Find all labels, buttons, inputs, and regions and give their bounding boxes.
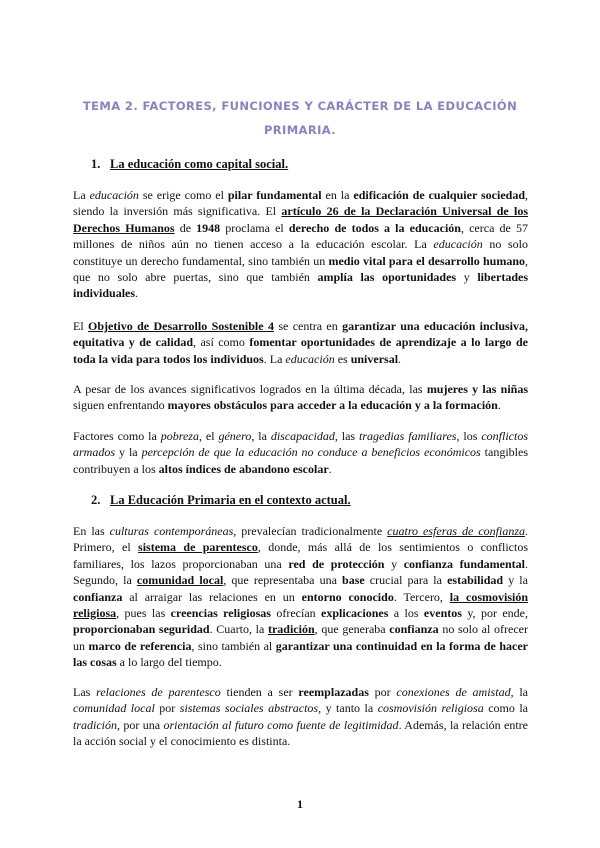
text-run: amplía las oportunidades (317, 270, 457, 285)
text-run: cosmovisión religiosa (377, 701, 484, 716)
text-run: confianza fundamental (403, 556, 525, 571)
page-number: 1 (297, 797, 303, 811)
text-run: tradición (267, 622, 315, 637)
text-run: fomentar oportunidades de aprendizaje a lo largo de toda la vida para todos los individuos (73, 335, 528, 366)
text-run: género (218, 429, 252, 443)
text-run: libertades individuales (73, 270, 529, 301)
text-run: pobreza (160, 429, 199, 443)
text-run: discapacidad (270, 429, 335, 443)
paragraph: Factores como la pobreza, el género, la discapacidad, las tragedias familiares, los conflictos armados y la percepción de que la educación no conduce a beneficios económicos tangibles contribuyen a los altos índices de abandono escolar. (73, 429, 528, 476)
section-heading-1 (91, 156, 288, 172)
text-run: universal (350, 351, 399, 366)
text-run: percepción de que la educación no conduce a beneficios económicos (141, 445, 481, 460)
text-run: proporcionaban seguridad (73, 622, 210, 637)
text-run: culturas contemporáneas (109, 524, 234, 538)
section-number: 2. (91, 493, 101, 507)
text-run: creencias religiosas (170, 606, 271, 621)
text-run: educación (433, 237, 483, 252)
text-run: conexiones de amistad (396, 685, 511, 699)
text-run: red de protección (288, 556, 385, 571)
text-run: base (342, 573, 365, 588)
text-run: marco de referencia (88, 638, 192, 653)
text-run: relaciones de parentesco (96, 685, 221, 699)
text-run: conflictos armados (73, 429, 528, 460)
text-run: confianza (73, 589, 123, 604)
text-run: tragedias familiares (359, 429, 457, 443)
text-run: confianza (389, 622, 439, 637)
text-run: la cosmovisión religiosa (73, 589, 528, 621)
text-run: 1948 (196, 220, 221, 235)
text-run: sistema de parentesco (138, 540, 258, 555)
text-run: medio vital para el desarrollo humano (328, 253, 526, 268)
text-run: eventos (423, 606, 462, 621)
section-title: La educación como capital social. (110, 157, 289, 171)
text-run: edificación de cualquier sociedad (353, 188, 525, 202)
text-run: sistemas sociales abstractos (179, 701, 319, 716)
text-run: comunidad local (136, 573, 224, 588)
section-number: 1. (91, 157, 101, 171)
text-run: Objetivo de Desarrollo Sostenible 4 (88, 319, 274, 333)
text-run: tradición (73, 717, 117, 732)
text-run: reemplazadas (298, 685, 369, 699)
text-run: artículo 26 de la Declaración Universal de los Derechos Humanos (73, 204, 528, 235)
text-run: entorno conocido (301, 589, 394, 604)
section-title: La Educación Primaria en el contexto actual. (110, 493, 351, 507)
paragraph: En las culturas contemporáneas, prevalecían tradicionalmente cuatro esferas de confianza. Primero, el sistema de parentesco, donde, más allá de los sentimientos o conflictos familiares, los lazos proporcionaban una red de protección y confianza fundamental. Segundo, la comunidad local, que representaba una base crucial para la estabilidad y la confianza al arraigar las relaciones en un entorno conocido. Tercero, la cosmovisión religiosa, pues las creencias religiosas ofrecían explicaciones a los eventos y, por ende, proporcionaban seguridad. Cuarto, la tradición, que generaba confianza no solo al ofrecer un marco de referencia, sino también al garantizar una continuidad en la forma de hacer las cosas a lo largo del tiempo. (73, 524, 529, 670)
text-run: educación (89, 188, 139, 202)
text-run: derecho de todos a la educación (288, 220, 461, 235)
paragraph: A pesar de los avances significativos logrados en la última década, las mujeres y las niñas siguen enfrentando mayores obstáculos para acceder a la educación y a la formación. (73, 382, 528, 413)
text-run: cuatro esferas de confianza (387, 524, 525, 538)
text-run: estabilidad (447, 573, 504, 588)
text-run: garantizar una continuidad en la forma de hacer las cosas (73, 638, 528, 670)
text-run: explicaciones (321, 606, 389, 621)
text-run: educación (285, 351, 335, 366)
text-run: comunidad local (73, 701, 155, 716)
paragraph: La educación se erige como el pilar fundamental en la edificación de cualquier sociedad, siendo la inversión más significativa. El artículo 26 de la Declaración Universal de los Derechos Humanos de 1948 proclama el derecho de todos a la educación, cerca de 57 millones de niños aún no tienen acceso a la educación escolar. La educación no solo constituye un derecho fundamental, sino también un medio vital para el desarrollo humano, que no solo abre puertas, sino que también amplía las oportunidades y libertades individuales. (73, 188, 529, 301)
text-run: pilar fundamental (227, 188, 322, 202)
paragraph: El Objetivo de Desarrollo Sostenible 4 se centra en garantizar una educación inclusiva, equitativa y de calidad, así como fomentar oportunidades de aprendizaje a lo largo de toda la vida para todos los individuos. La educación es universal. (73, 319, 528, 366)
text-run: garantizar una educación inclusiva, equitativa y de calidad (73, 319, 528, 350)
document-title: TEMA 2. FACTORES, FUNCIONES Y CARÁCTER DE LA EDUCACIÓN PRIMARIA. (82, 99, 518, 137)
text-run: mujeres y las niñas (426, 382, 528, 396)
text-run: orientación al futuro como fuente de legitimidad (163, 717, 399, 732)
paragraph: Las relaciones de parentesco tienden a ser reemplazadas por conexiones de amistad, la comunidad local por sistemas sociales abstractos, y tanto la cosmovisión religiosa como la tradición, por una orientación al futuro como fuente de legitimidad. Además, la relación entre la acción social y el conocimiento es distinta. (73, 685, 529, 749)
text-run: altos índices de abandono escolar (158, 461, 329, 476)
text-run: mayores obstáculos para acceder a la educación y a la formación (167, 398, 498, 413)
section-heading-2 (91, 492, 351, 508)
